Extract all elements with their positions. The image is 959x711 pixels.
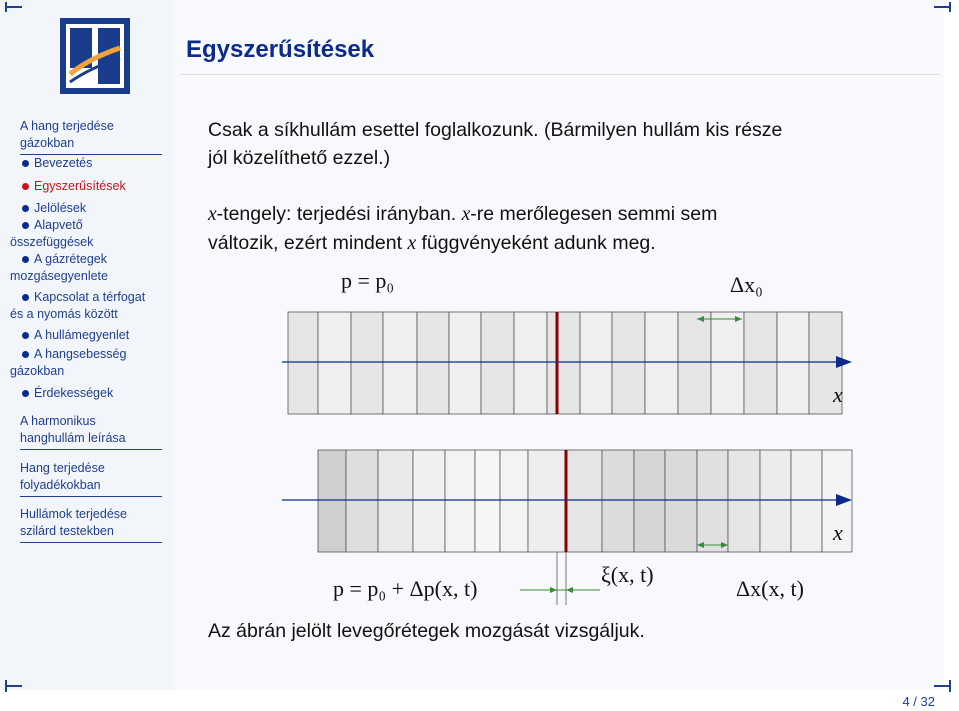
air-layer [580,312,612,414]
air-layer [417,312,449,414]
nav-item-label: Jelölések [34,201,87,215]
air-layer [514,312,547,414]
air-layer [566,450,602,552]
air-layer [318,450,346,552]
air-layer [665,450,697,552]
nav-section-label: A harmonikus [20,414,96,428]
air-layer [744,312,777,414]
air-layer [791,450,822,552]
label-pressure-initial: p = p₀ [341,268,395,293]
nav-section-label: szilárd testekben [20,524,114,538]
air-layer [634,450,665,552]
text-line: Csak a síkhullám esettel foglalkozunk. (Bármilyen hullám kis része [208,119,783,141]
displacement-arrowhead [566,587,573,593]
nav-item-label: Bevezetés [34,156,93,170]
air-layer [318,312,351,414]
nav-section-label: folyadékokban [20,478,101,492]
nav-item-label: Kapcsolat a térfogat [34,290,146,304]
x-axis-arrowhead [836,356,852,368]
nav-item-label: A hullámegyenlet [34,328,130,342]
nav-section-label: hanghullám leírása [20,431,126,445]
nav-section-label: Hang terjedése [20,461,105,475]
nav-item-label: A gázrétegek [34,252,107,266]
label-layer-width-initial: Δx₀ [730,272,763,297]
air-layer [602,450,634,552]
caption: Az ábrán jelölt levegőrétegek mozgását vizsgáljuk. [208,620,645,642]
nav-item-label: Érdekességek [34,386,114,400]
air-layer [678,312,711,414]
text-span: változik, ezért mindent [208,232,403,254]
nav-item-label: Alapvető [34,218,83,232]
displacement-arrowhead [550,587,557,593]
nav-item-label: összefüggések [10,235,94,249]
label-layer-width: Δx(x, t) [736,576,804,601]
text-line: jól közelíthető ezzel.) [208,147,391,169]
label-pressure-perturbed: p = p₀ + Δp(x, t) [333,576,478,601]
air-layer [711,312,744,414]
math-var: x [208,204,217,225]
nav-item-label: Egyszerűsítések [34,179,126,193]
nav-item-label: A hangsebesség [34,347,127,361]
nav-left-arrow-icon[interactable] [2,676,26,696]
air-layer [378,450,413,552]
math-var: x [407,233,417,254]
nav-right-arrow-icon[interactable] [930,676,954,696]
top-left-corner-icon [2,0,26,14]
text-span: -re merőlegesen semmi sem [470,203,718,225]
label-x-axis-bottom: x [833,520,843,545]
air-layer [528,450,566,552]
label-displacement: ξ(x, t) [601,562,654,587]
slide-title: Egyszerűsítések [186,36,375,63]
air-layer [777,312,809,414]
air-layer [760,450,791,552]
air-layer [500,450,528,552]
page-number: 4 / 32 [902,694,935,709]
air-layer [351,312,383,414]
air-layer [413,450,445,552]
air-layer [449,312,481,414]
label-x-axis-top: x [833,382,843,407]
air-layer [728,450,760,552]
air-layer [612,312,645,414]
text-span: -tengely: terjedési irányban. [216,203,457,225]
nav-section-label: Hullámok terjedése [20,507,127,521]
air-layer [288,312,318,414]
air-layer [697,450,728,552]
top-right-corner-icon [930,0,954,14]
air-layer [481,312,514,414]
nav-item-label: mozgásegyenlete [10,269,108,283]
math-var: x [461,204,471,225]
footer-bar [0,690,959,711]
nav-item-label: és a nyomás között [10,307,118,321]
air-layer [645,312,678,414]
nav-section-label: gázokban [20,136,75,150]
air-layer [383,312,417,414]
air-layer [547,312,580,414]
text-span: függvényeként adunk meg. [421,232,656,254]
nav-item-label: gázokban [10,364,65,378]
air-layer [346,450,378,552]
nav-section-label: A hang terjedése [20,119,114,133]
air-layer [445,450,475,552]
air-layer [475,450,500,552]
